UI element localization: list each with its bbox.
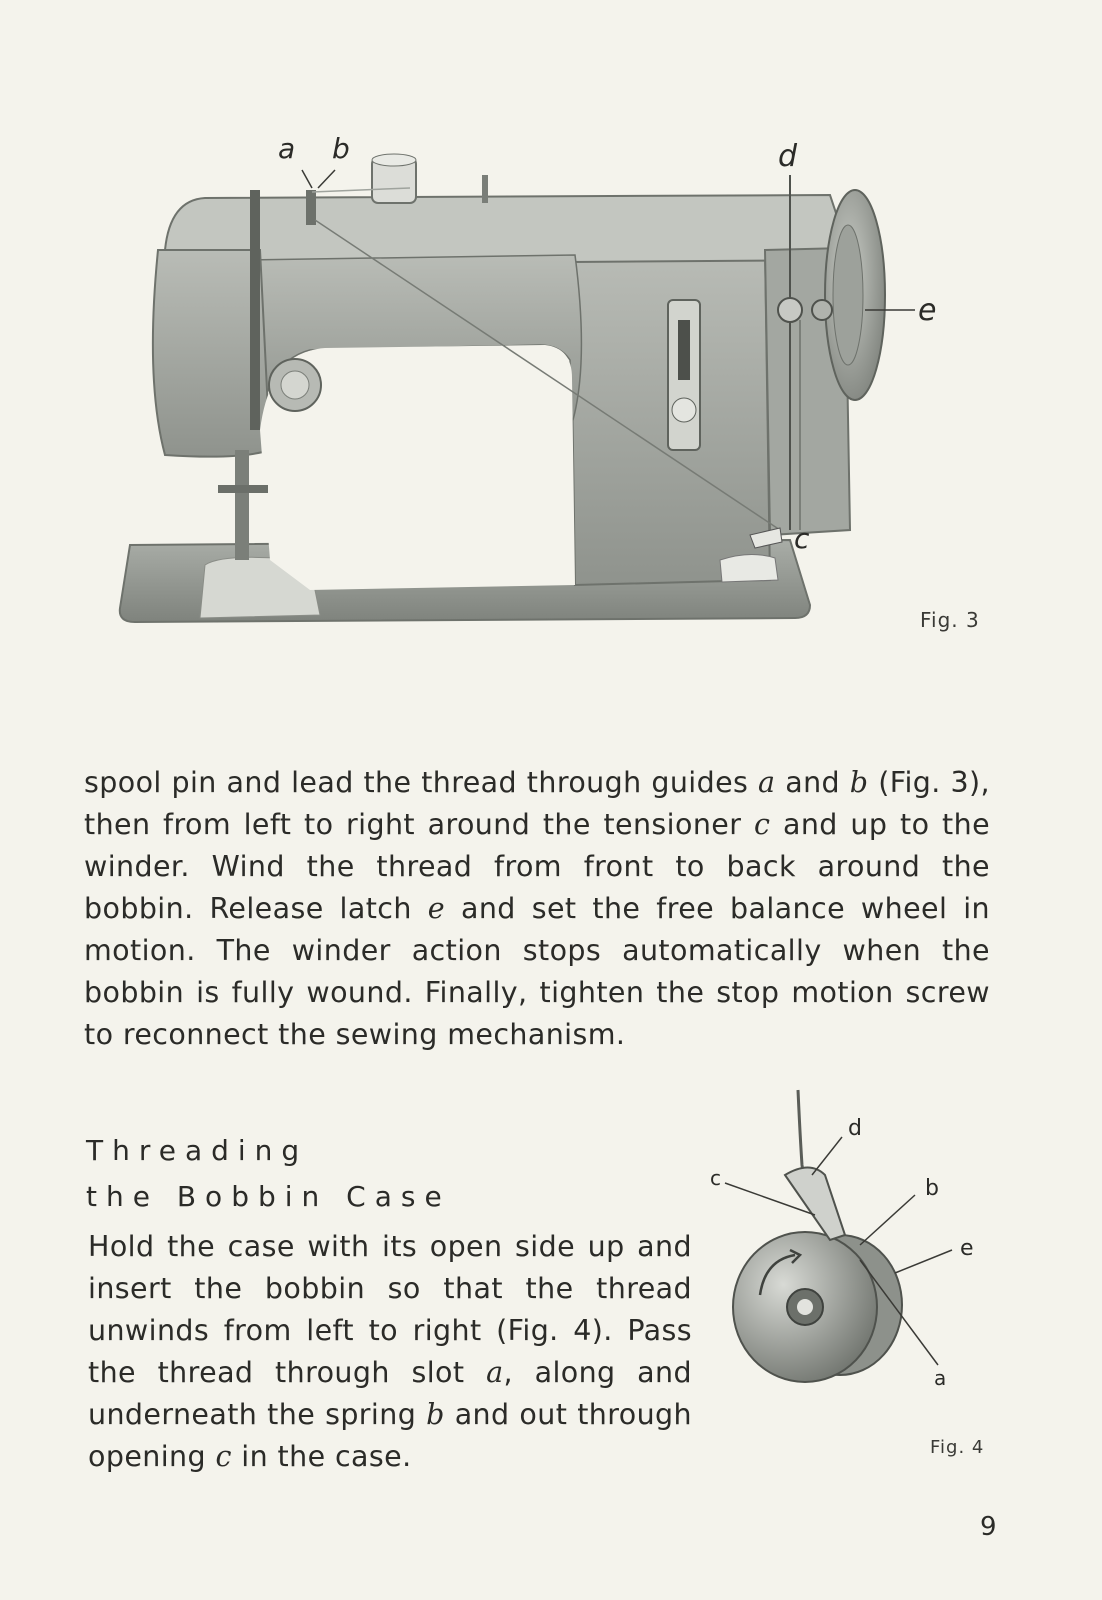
sewing-machine-figure: [110, 130, 1010, 650]
variable-a: a: [758, 766, 776, 799]
text-span: and set the free balance wheel in motion. The winder action stops automatically when the bobbin is fully wound. Finally, tighten the stop motion screw to reconnect the sewing mechanism.: [84, 892, 990, 1051]
heading-line-2: the Bobbin Case: [86, 1180, 451, 1213]
variable-b: b: [849, 766, 869, 799]
variable-c: c: [215, 1440, 232, 1473]
text-span: and: [775, 766, 850, 799]
variable-b: b: [426, 1398, 445, 1431]
variable-a: a: [486, 1356, 504, 1389]
heading-line-1: Threading: [86, 1134, 309, 1167]
figure3-caption: Fig. 3: [920, 608, 980, 632]
figure4-caption: Fig. 4: [930, 1437, 985, 1458]
text-span: in the case.: [231, 1440, 412, 1473]
variable-e: e: [427, 892, 446, 925]
instructions-paragraph-bobbin-case: [88, 1226, 692, 1478]
text-span: Hold the case with its open side up and insert the bobbin so that the thread unwinds from left to right (Fig. 4). Pass the thread through slot: [88, 1230, 692, 1389]
text-span: and up to the winder. Wind the thread from front to back around the bobbin. Release latch: [84, 808, 990, 925]
fig4-label-e: e: [960, 1236, 974, 1261]
bobbin-case-figure: [710, 1095, 1010, 1425]
fig3-label-d: d: [778, 139, 798, 174]
fig3-label-e: e: [918, 293, 937, 328]
text-span: (Fig. 3), then from left to right around the tensioner: [84, 766, 990, 841]
text-span: and out through opening: [88, 1398, 693, 1473]
fig4-label-a: a: [934, 1366, 947, 1390]
fig4-label-d: d: [848, 1116, 862, 1141]
text-span: spool pin and lead the thread through guides: [84, 766, 759, 799]
fig4-label-b: b: [925, 1176, 939, 1201]
page-number: 9: [980, 1512, 997, 1542]
fig3-label-c: c: [794, 522, 810, 555]
instructions-paragraph-winding: [84, 762, 990, 1056]
fig4-label-c: c: [710, 1166, 721, 1190]
fig3-label-b: b: [332, 132, 350, 165]
text-span: , along and underneath the spring: [88, 1356, 692, 1431]
fig3-label-a: a: [278, 132, 296, 165]
variable-c: c: [753, 808, 771, 841]
section-heading: [86, 1128, 451, 1220]
